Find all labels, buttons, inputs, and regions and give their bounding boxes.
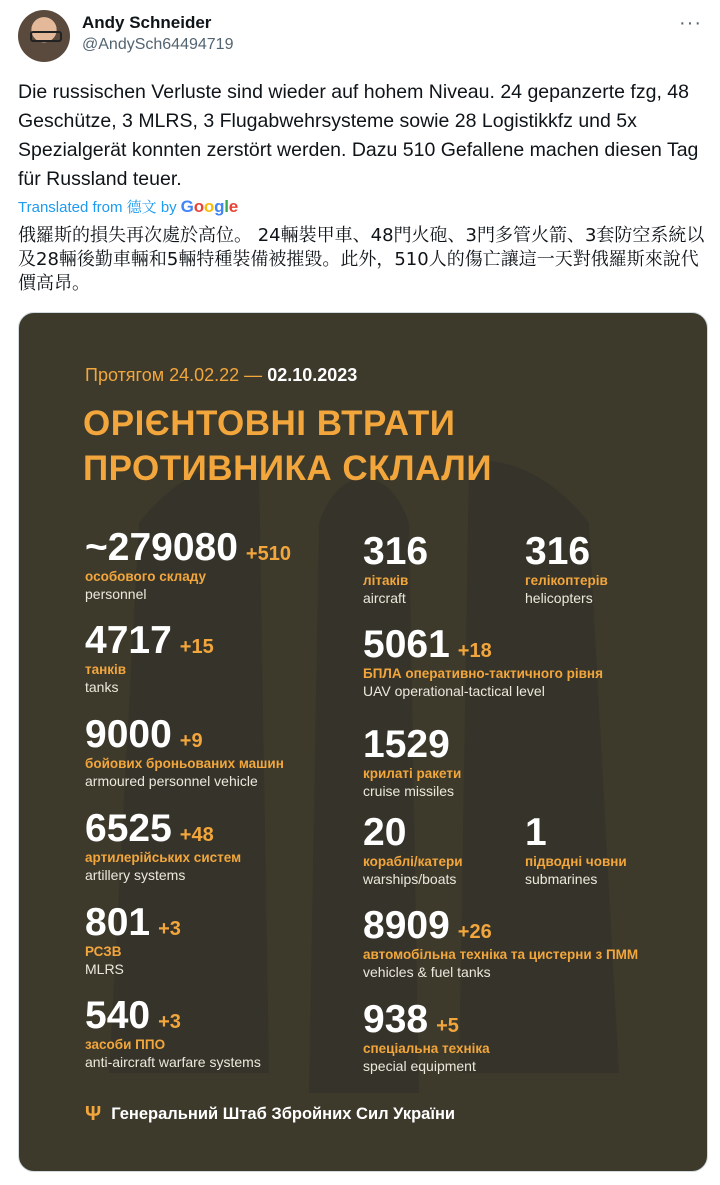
stat-value: 6525 [85,807,172,850]
general-staff-footer [85,1103,455,1126]
stat-value: 801 [85,901,151,944]
stat-delta: +3 [158,918,181,940]
translated-from-link[interactable] [18,196,238,217]
stat-label-ua: кораблі/катери [363,854,463,869]
stat-value: 20 [363,811,407,854]
stat-label-en: armoured personnel vehicle [85,773,258,789]
trident-icon: Ψ [85,1103,102,1125]
stat-delta: +48 [179,824,214,846]
stat-label-en: personnel [85,586,147,602]
stat-label-ua: спеціальна техніка [363,1041,490,1056]
stat-label-en: aircraft [363,590,406,606]
stat-warships [363,812,463,888]
stat-value: 1 [525,811,547,854]
stat-label-en: special equipment [363,1058,476,1074]
stat-value: 540 [85,994,151,1037]
tweet-translation: 俄羅斯的損失再次處於高位。 24輛裝甲車、48門火砲、3門多管火箭、3套防空系統以及28輛後勤車輛和5輛特種裝備被摧毀。此外，510人的傷亡讓這一天對俄羅斯來說代價高昂。 [18,225,705,294]
stat-value: ~279080 [85,526,238,569]
stat-label-en: tanks [85,679,119,695]
stat-label-ua: БПЛА оперативно-тактичного рівня [363,666,603,681]
stat-armoured-vehicles [85,714,284,790]
stat-label-ua: засоби ППО [85,1037,166,1052]
stat-label-en: vehicles & fuel tanks [363,964,491,980]
stat-anti-aircraft [85,995,261,1071]
period-label: Протягом 24.02.22 — [85,365,263,385]
stat-cruise-missiles [363,724,461,800]
stat-value: 1529 [363,723,450,766]
stat-label-ua: автомобільна техніка та цистерни з ПММ [363,947,639,962]
stat-label-ua: артилерійських систем [85,850,242,865]
stat-tanks [85,620,214,696]
stat-value: 9000 [85,713,172,756]
stat-label-ua: танків [85,662,127,677]
stat-label-en: submarines [525,871,598,887]
more-dots-icon[interactable]: ··· [679,12,702,34]
stat-label-en: cruise missiles [363,783,455,799]
stat-label-ua: літаків [363,573,409,588]
stat-value: 938 [363,998,429,1041]
stat-value: 4717 [85,619,172,662]
translated-from-label: Translated from 德文 by [18,199,177,216]
stat-value: 8909 [363,904,450,947]
footer-label: Генеральний Штаб Збройних Сил України [111,1105,456,1123]
stat-delta: +510 [245,543,291,565]
period-range [85,365,357,386]
stat-vehicles-fuel [363,905,638,981]
stat-delta: +9 [179,730,203,752]
stat-submarines [525,812,627,888]
stat-aircraft [363,531,428,607]
stat-label-ua: РСЗВ [85,944,122,959]
author-name[interactable]: Andy Schneider [82,13,212,32]
stat-label-en: helicopters [525,590,593,606]
stat-uav [363,624,603,700]
headline-line-1: ОРІЄНТОВНІ ВТРАТИ [83,404,456,443]
stat-label-ua: особового складу [85,569,206,584]
stat-delta: +18 [457,640,492,662]
stat-label-en: artillery systems [85,867,186,883]
stat-value: 316 [363,530,429,573]
infographic-image[interactable] [18,312,708,1172]
stat-delta: +5 [436,1015,459,1037]
stat-label-en: UAV operational-tactical level [363,683,545,699]
stat-personnel [85,527,291,603]
stat-special-equipment [363,999,490,1075]
author-handle[interactable]: @AndySch64494719 [82,36,234,53]
stat-delta: +26 [457,921,492,943]
stat-label-ua: крилаті ракети [363,766,462,781]
google-logo: Google [180,196,239,216]
tweet-text: Die russischen Verluste sind wieder auf hohem Niveau. 24 gepanzerte fzg, 48 Geschütze, 3 MLRS, 3 Flugabwehrsysteme sowie 28 Logistikkfz und 5x Spezialgerät konnten zerstört werden. Dazu 510 Gefallene machen diesen Tag für Russland teuer. [18,81,699,190]
stat-label-en: MLRS [85,961,124,977]
avatar[interactable] [18,10,70,62]
stat-value: 316 [525,530,591,573]
stat-delta: +15 [179,636,214,658]
infographic-headline [83,401,492,491]
period-end-date: 02.10.2023 [267,365,358,385]
author-block [82,12,233,56]
stat-label-ua: бойових броньованих машин [85,756,284,771]
stat-artillery [85,808,241,884]
headline-line-2: ПРОТИВНИКА СКЛАЛИ [83,449,492,488]
stat-helicopters [525,531,608,607]
stat-label-ua: гелікоптерів [525,573,608,588]
stat-delta: +3 [158,1011,181,1033]
stat-label-en: warships/boats [363,871,457,887]
stat-label-en: anti-aircraft warfare systems [85,1054,261,1070]
stat-mlrs [85,902,181,978]
stat-label-ua: підводні човни [525,854,627,869]
stat-value: 5061 [363,623,450,666]
